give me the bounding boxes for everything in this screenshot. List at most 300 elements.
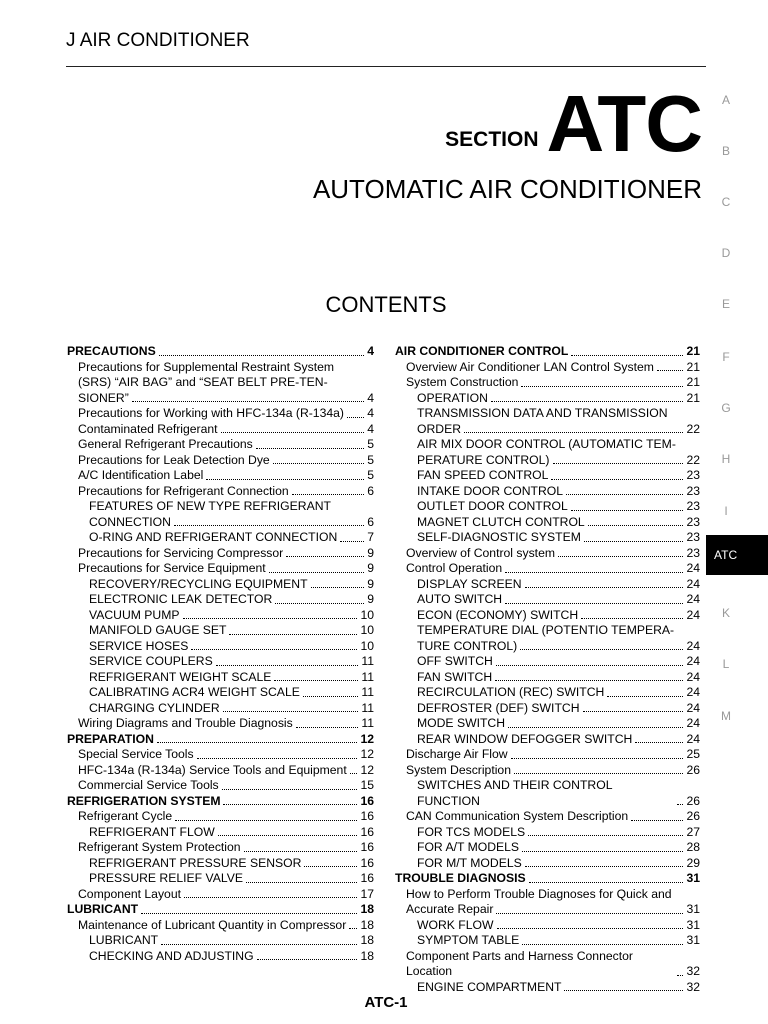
toc-entry-title: TROUBLE DIAGNOSIS [395,871,526,885]
toc-entry-title: Component Layout [78,886,181,901]
toc-entry[interactable] [395,360,700,376]
toc-leader-dots [222,789,358,790]
toc-entry-page: 26 [686,793,700,808]
toc-entry-title: VACUUM PUMP [89,607,180,622]
toc-entry-page: 31 [686,933,700,947]
page-number: ATC-1 [364,994,408,1011]
toc-entry-page: 24 [686,576,700,591]
toc-entry[interactable] [395,778,700,809]
toc-entry[interactable] [67,344,374,360]
toc-entry-page: 23 [686,468,700,482]
toc-entry-page: 21 [686,390,700,405]
toc-leader-dots [161,944,357,945]
toc-entry[interactable] [67,778,374,794]
toc-entry-title: CHECKING AND ADJUSTING [89,948,254,963]
section-code: ATC [546,79,702,168]
toc-leader-dots [347,417,364,418]
toc-entry[interactable] [67,933,374,949]
toc-entry[interactable] [67,654,374,670]
toc-entry[interactable] [67,794,374,810]
toc-entry-page: 11 [361,716,374,730]
toc-entry-title: OPERATION [417,390,488,405]
toc-entry-title: PRECAUTIONS [67,344,156,358]
toc-leader-dots [141,913,357,914]
toc-entry-page: 5 [367,437,374,451]
toc-entry-page: 26 [686,762,700,777]
toc-entry-title: Maintenance of Lubricant Quantity in Compressor [78,917,347,932]
toc-entry-page: 18 [360,917,374,932]
toc-entry-title: TURE CONTROL) [417,638,518,653]
toc-entry-title: PERATURE CONTROL) [417,452,550,467]
toc-entry-page: 26 [686,809,700,823]
toc-leader-dots [508,727,683,728]
toc-entry-title: Refrigerant System Protection [78,840,241,854]
toc-entry-page: 23 [686,530,700,544]
toc-entry[interactable] [395,608,700,624]
toc-entry-title: Precautions for Working with HFC-134a (R-134a) [78,406,344,420]
toc-entry[interactable] [67,701,374,717]
toc-entry-page: 15 [360,778,374,792]
toc-entry[interactable] [67,918,374,934]
section-tab[interactable]: K [721,606,730,620]
toc-leader-dots [304,866,357,867]
toc-leader-dots [525,866,684,867]
toc-entry[interactable] [67,561,374,577]
toc-entry[interactable] [67,639,374,655]
toc-leader-dots [246,882,357,883]
toc-entry-title: RECOVERY/RECYCLING EQUIPMENT [89,576,308,591]
toc-leader-dots [174,525,364,526]
toc-entry[interactable] [67,825,374,841]
toc-leader-dots [631,820,683,821]
toc-leader-dots [159,355,365,356]
toc-left-column [67,344,374,964]
toc-entry-title: SELF-DIAGNOSTIC SYSTEM [417,530,581,544]
toc-entry-page: 24 [686,716,700,730]
toc-leader-dots [350,773,358,774]
toc-entry-title: Precautions for Servicing Compressor [78,545,284,560]
toc-entry[interactable] [67,577,374,593]
toc-leader-dots [677,804,683,805]
toc-entry[interactable] [395,716,700,732]
toc-entry[interactable] [395,375,700,391]
toc-leader-dots [275,603,364,604]
toc-entry-page: 23 [686,545,700,560]
toc-entry-title: SYMPTOM TABLE [417,933,520,947]
toc-entry[interactable] [67,856,374,872]
toc-entry[interactable] [67,871,374,887]
toc-entry-page: 6 [367,514,374,529]
toc-entry-title: How to Perform Trouble Diagnoses for Quick and [406,886,672,901]
toc-leader-dots [588,525,684,526]
toc-entry-page: 4 [367,390,374,405]
toc-entry[interactable] [395,856,700,872]
section-tab[interactable]: C [721,195,731,209]
toc-entry-title: O-RING AND REFRIGERANT CONNECTION [89,530,338,544]
toc-leader-dots [244,851,358,852]
toc-entry-title: MAGNET CLUTCH CONTROL [417,514,585,529]
toc-entry[interactable] [395,840,700,856]
toc-leader-dots [551,479,683,480]
toc-entry[interactable] [395,685,700,701]
toc-entry-page: 18 [360,902,374,916]
toc-entry-title: LUBRICANT [67,902,139,916]
toc-entry-title: Overview Air Conditioner LAN Control System [406,359,654,374]
toc-leader-dots [191,649,357,650]
section-label: SECTION [445,128,539,151]
toc-leader-dots [635,742,683,743]
toc-entry-title: SERVICE HOSES [89,638,189,653]
toc-leader-dots [584,541,684,542]
toc-entry[interactable] [395,809,700,825]
toc-entry[interactable] [395,561,700,577]
toc-leader-dots [566,494,683,495]
toc-leader-dots [197,758,358,759]
toc-entry-page: 18 [360,948,374,963]
toc-entry-page: 6 [367,483,374,498]
toc-entry-title: FAN SWITCH [417,669,493,684]
toc-entry[interactable] [395,980,700,996]
toc-entry-title: REFRIGERANT FLOW [89,824,215,839]
toc-entry[interactable] [67,623,374,639]
toc-leader-dots [520,649,683,650]
toc-entry-title: Refrigerant Cycle [78,809,173,823]
toc-entry-title: System Construction [406,375,519,389]
toc-entry[interactable] [67,608,374,624]
toc-entry-page: 16 [360,809,374,823]
toc-entry-page: 12 [360,731,374,746]
section-tab[interactable]: A [721,93,730,107]
toc-entry-page: 11 [361,685,374,699]
toc-entry-page: 24 [686,669,700,684]
toc-entry[interactable] [395,933,700,949]
toc-entry[interactable] [67,732,374,748]
toc-entry-title: Overview of Control system [406,545,555,560]
toc-entry[interactable] [395,949,700,980]
toc-leader-dots [607,696,683,697]
toc-entry-title: CAN Communication System Description [406,809,629,823]
toc-leader-dots [132,401,364,402]
toc-entry-page: 11 [361,700,374,715]
toc-leader-dots [496,665,684,666]
toc-entry-page: 21 [686,344,700,358]
toc-entry[interactable] [395,468,700,484]
toc-entry-title: Commercial Service Tools [78,778,219,792]
toc-entry[interactable] [395,530,700,546]
toc-leader-dots [296,727,359,728]
toc-entry-page: 9 [367,576,374,591]
toc-entry-page: 11 [361,654,374,668]
toc-entry-page: 21 [686,359,700,374]
toc-entry-page: 7 [367,530,374,544]
section-tab[interactable]: H [721,452,731,466]
toc-entry-page: 16 [360,793,374,808]
toc-entry-title: TRANSMISSION DATA AND TRANSMISSION [417,406,668,420]
toc-entry-title: REFRIGERANT WEIGHT SCALE [89,669,272,684]
toc-entry[interactable] [395,623,700,654]
toc-entry-title: REFRIGERANT PRESSURE SENSOR [89,855,302,870]
section-tab[interactable]: B [721,144,730,158]
toc-entry-page: 31 [686,917,700,932]
toc-leader-dots [657,370,684,371]
toc-entry-title: Special Service Tools [78,747,194,761]
section-tab[interactable]: I [724,504,728,518]
toc-entry-title: DEFROSTER (DEF) SWITCH [417,700,580,715]
toc-entry-title: OFF SWITCH [417,654,493,668]
toc-entry-page: 9 [367,545,374,560]
chapter-title: J AIR CONDITIONER [66,30,250,51]
toc-entry-title: ELECTRONIC LEAK DETECTOR [89,592,273,606]
toc-leader-dots [491,401,684,402]
toc-entry[interactable] [67,747,374,763]
toc-entry-title: MODE SWITCH [417,716,506,730]
toc-entry-page: 24 [686,592,700,606]
toc-entry-title: AIR MIX DOOR CONTROL (AUTOMATIC TEM- [417,437,676,451]
toc-entry-title: SERVICE COUPLERS [89,654,213,668]
toc-entry[interactable] [67,499,374,530]
toc-entry[interactable] [67,406,374,422]
toc-entry[interactable] [395,732,700,748]
toc-entry[interactable] [395,670,700,686]
toc-entry[interactable] [67,437,374,453]
toc-entry[interactable] [67,484,374,500]
toc-leader-dots [221,432,365,433]
toc-entry-title: REAR WINDOW DEFOGGER SWITCH [417,731,633,746]
toc-entry-page: 25 [686,747,700,761]
toc-entry-title: CHARGING CYLINDER [89,700,220,715]
toc-entry-title: CALIBRATING ACR4 WEIGHT SCALE [89,685,300,699]
toc-leader-dots [216,665,359,666]
toc-entry-title: OUTLET DOOR CONTROL [417,499,568,513]
toc-leader-dots [553,463,684,464]
toc-entry-title: Precautions for Supplemental Restraint System [78,359,335,374]
toc-entry[interactable] [395,546,700,562]
toc-entry[interactable] [395,918,700,934]
toc-entry-title: ECON (ECONOMY) SWITCH [417,607,579,622]
toc-entry[interactable] [395,499,700,515]
toc-leader-dots [558,556,683,557]
toc-entry[interactable] [67,716,374,732]
toc-entry-page: 5 [367,452,374,467]
toc-entry-title: Component Parts and Harness Connector Location [406,948,633,978]
toc-entry-page: 32 [686,964,700,978]
toc-entry-page: 4 [367,406,374,420]
toc-entry-page: 29 [686,855,700,870]
toc-leader-dots [269,572,365,573]
toc-entry[interactable] [395,654,700,670]
toc-entry[interactable] [67,530,374,546]
toc-entry-title: PRESSURE RELIEF VALVE [89,871,243,885]
toc-entry[interactable] [395,391,700,407]
toc-entry[interactable] [67,468,374,484]
toc-leader-dots [677,975,683,976]
toc-entry-page: 5 [367,468,374,482]
toc-leader-dots [496,913,683,914]
toc-entry[interactable] [67,360,374,407]
toc-leader-dots [528,835,683,836]
toc-entry-page: 4 [367,344,374,358]
toc-leader-dots [583,711,684,712]
toc-entry-page: 16 [360,871,374,885]
toc-leader-dots [273,463,365,464]
contents-title: CONTENTS [325,292,447,317]
toc-entry-title: LUBRICANT [89,933,159,947]
toc-leader-dots [521,386,683,387]
toc-entry-page: 12 [360,747,374,761]
toc-entry-title: Control Operation [406,561,503,575]
section-tab-active[interactable]: ATC [706,535,768,575]
toc-entry[interactable] [395,763,700,779]
toc-entry-title: A/C Identification Label [78,468,204,482]
toc-entry[interactable] [395,871,700,887]
toc-leader-dots [349,928,357,929]
toc-entry-title: DISPLAY SCREEN [417,576,522,591]
toc-entry-title: FOR TCS MODELS [417,824,526,839]
toc-leader-dots [286,556,364,557]
toc-entry[interactable] [67,902,374,918]
toc-leader-dots [157,742,358,743]
toc-entry-page: 9 [367,561,374,575]
toc-entry[interactable] [395,515,700,531]
toc-leader-dots [511,758,684,759]
toc-leader-dots [497,928,684,929]
toc-entry-title: ENGINE COMPARTMENT [417,979,562,994]
toc-entry[interactable] [67,670,374,686]
toc-entry-page: 16 [360,855,374,870]
toc-entry[interactable] [67,685,374,701]
toc-entry[interactable] [395,887,700,918]
toc-entry-page: 18 [360,933,374,947]
toc-leader-dots [571,510,684,511]
toc-entry[interactable] [395,344,700,360]
section-tab[interactable]: L [722,657,730,671]
toc-entry-title: Precautions for Refrigerant Connection [78,483,289,498]
toc-entry-page: 22 [686,421,700,436]
toc-entry-page: 31 [686,902,700,916]
toc-entry-title: MANIFOLD GAUGE SET [89,623,227,637]
toc-entry-page: 17 [360,886,374,901]
toc-leader-dots [184,897,357,898]
toc-leader-dots [340,541,364,542]
toc-leader-dots [505,603,683,604]
toc-entry-page: 22 [686,452,700,467]
toc-entry-page: 31 [686,871,700,885]
toc-entry-page: 16 [360,824,374,839]
toc-entry-title: Contaminated Refrigerant [78,421,218,436]
toc-entry-page: 21 [686,375,700,389]
toc-entry-page: 24 [686,607,700,622]
toc-entry[interactable] [395,406,700,437]
toc-entry-title: TEMPERATURE DIAL (POTENTIO TEMPERA- [417,623,675,637]
toc-leader-dots [525,587,684,588]
toc-entry-page: 12 [360,762,374,777]
toc-leader-dots [514,773,683,774]
toc-entry-title: FAN SPEED CONTROL [417,468,549,482]
toc-entry[interactable] [67,592,374,608]
toc-right-column [395,344,700,995]
toc-entry-page: 24 [686,731,700,746]
toc-entry[interactable] [395,592,700,608]
section-tab[interactable]: M [721,709,731,723]
toc-entry[interactable] [67,422,374,438]
toc-entry-title: INTAKE DOOR CONTROL [417,483,564,498]
section-tab[interactable]: G [721,401,731,415]
toc-leader-dots [256,448,364,449]
toc-leader-dots [229,634,357,635]
toc-entry-title: FOR M/T MODELS [417,855,522,870]
toc-leader-dots [495,680,683,681]
toc-entry-page: 10 [360,638,374,653]
toc-leader-dots [183,618,358,619]
toc-entry-title: Precautions for Leak Detection Dye [78,452,270,467]
section-tab[interactable]: D [721,246,731,260]
toc-entry-title: System Description [406,762,511,777]
toc-leader-dots [218,835,358,836]
toc-entry[interactable] [67,546,374,562]
toc-entry-title: Wiring Diagrams and Trouble Diagnosis [78,716,293,730]
toc-entry-title: Accurate Repair [406,902,494,916]
section-index-tabs [706,0,768,1024]
toc-entry[interactable] [67,453,374,469]
toc-leader-dots [292,494,365,495]
toc-entry-title: HFC-134a (R-134a) Service Tools and Equipment [78,762,347,777]
toc-entry[interactable] [395,701,700,717]
toc-entry-page: 24 [686,685,700,699]
toc-entry-page: 11 [361,669,374,684]
toc-entry-title: PREPARATION [67,731,154,746]
toc-entry[interactable] [67,809,374,825]
toc-entry-page: 10 [360,623,374,637]
toc-leader-dots [257,959,358,960]
toc-entry[interactable] [395,747,700,763]
section-tab[interactable]: E [721,297,730,311]
toc-entry-title: AIR CONDITIONER CONTROL [395,344,569,358]
toc-leader-dots [505,572,683,573]
toc-leader-dots [175,820,357,821]
toc-leader-dots [303,696,358,697]
toc-entry-title: FEATURES OF NEW TYPE REFRIGERANT [89,499,331,513]
toc-leader-dots [522,851,683,852]
toc-leader-dots [206,479,364,480]
toc-entry[interactable] [395,577,700,593]
toc-entry[interactable] [67,763,374,779]
toc-entry-title: Discharge Air Flow [406,747,508,761]
toc-leader-dots [522,944,683,945]
toc-entry[interactable] [67,840,374,856]
toc-entry-page: 23 [686,514,700,529]
toc-leader-dots [529,882,684,883]
section-tab[interactable]: F [722,350,730,364]
toc-entry-title: FOR A/T MODELS [417,840,520,854]
toc-entry-page: 16 [360,840,374,854]
toc-entry-page: 24 [686,561,700,575]
toc-entry[interactable] [395,825,700,841]
toc-entry[interactable] [67,887,374,903]
toc-entry-page: 24 [686,638,700,653]
toc-entry-page: 27 [686,824,700,839]
toc-entry-page: 28 [686,840,700,854]
toc-leader-dots [274,680,358,681]
toc-entry[interactable] [395,484,700,500]
toc-entry[interactable] [395,437,700,468]
section-name: AUTOMATIC AIR CONDITIONER [312,174,702,204]
toc-entry-page: 24 [686,654,700,668]
toc-entry[interactable] [67,949,374,965]
toc-leader-dots [564,990,683,991]
toc-leader-dots [464,432,683,433]
toc-entry-page: 9 [367,592,374,606]
header-divider [66,66,706,67]
